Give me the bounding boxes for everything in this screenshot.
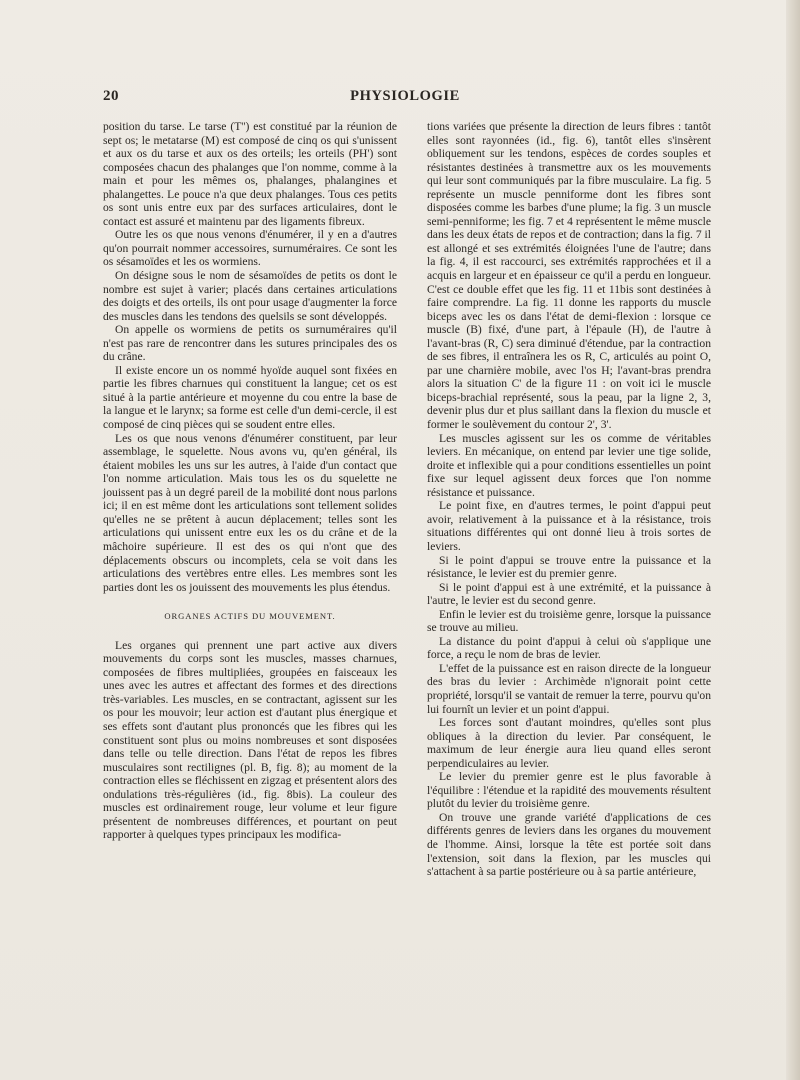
paragraph: Le levier du premier genre est le plus favorable à l'équilibre : l'étendue et la rapidité des mouvements résultent plutôt du levier du troisième genre. [427,770,711,811]
paragraph: L'effet de la puissance est en raison directe de la longueur des bras du levier : Archimède n'ignorait point cette propriété, lorsqu'il se vantait de remuer la terre, pourvu qu'on lui fournît un levier et un point d'appui. [427,661,711,716]
paragraph: On appelle os wormiens de petits os surnuméraires qu'il n'est pas rare de rencontrer dans les sutures principales des os du crâne. [103,323,397,364]
page-edge [786,0,800,1080]
paragraph: Outre les os que nous venons d'énumérer, il y en a d'autres qu'on pourrait nommer accessoires, surnuméraires. Ce sont les os sésamoïdes et les os wormiens. [103,228,397,269]
paragraph: Enfin le levier est du troisième genre, lorsque la puissance se trouve au milieu. [427,607,711,635]
paragraph: On trouve une grande variété d'applications de ces différents genres de leviers dans les organes du mouvement de l'homme. Ainsi, lorsque la tête est portée soit dans l'extension, soit dans la flexion, par les muscles qui s'attachent à sa partie postérieure ou à sa partie antérieure, [427,810,711,879]
paragraph: Si le point d'appui est à une extrémité, et la puissance à l'autre, le levier est du second genre. [427,580,711,608]
paragraph: Les organes qui prennent une part active aux divers mouvements du corps sont les muscles, masses charnues, composées de fibres multipliées, groupées en faisceaux les unes avec les autres et affectant des formes et des directions très-variables. Les muscles, en se contractant, agissent sur les os pour les mouvoir; leur action est d'autant plus énergique et ses effets sont d'autant plus prononcés que les fibres qui les constituent sont plus ou moins nombreuses et sont disposées dans telle ou telle direction. Dans l'état de repos les fibres musculaires sont rectilignes (pl. B, fig. 8); au moment de la contraction elles se fléchissent en zigzag et présentent alors des ondulations très-régulières (id., fig. 8bis). La couleur des muscles est ordinairement rouge, leur volume et leur figure présentent de nombreuses différences, et pourtant on peut rapporter à quelques types principaux les modifica- [103,638,397,842]
running-head: PHYSIOLOGIE [350,88,460,104]
paragraph: tions variées que présente la direction de leurs fibres : tantôt elles sont rayonnées (id., fig. 6), tantôt elles s'insèrent obliquement sur les tendons, espèces de cordes souples et résistantes destinées à transmettre aux os les mouvements qui leur sont communiqués par la fibre musculaire. La fig. 5 représente un muscle penniforme dont les fibres sont disposées comme les barbes d'une plume; la fig. 3 un muscle semi-penniforme; les fig. 7 et 4 représentent le même muscle dans les deux états de repos et de contraction; dans la fig. 7 il est allongé et ses extrémités éloignées l'une de l'autre; dans la fig. 4, il est raccourci, ses extrémités rapprochées et il a acquis en largeur et en épaisseur ce qu'il a perdu en longueur. C'est ce double effet que les fig. 11 et 11bis sont destinées à faire comprendre. La fig. 11 donne les rapports du muscle biceps avec les os dans l'état de demi-flexion : lorsque ce muscle (B) fixé, d'une part, à l'épaule (H), de l'autre à l'avant-bras (R, C) sera diminué d'étendue, par la contraction de ses fibres, il entraînera les os R, C, articulés au point O, par une charnière mobile, avec l'os H; l'avant-bras prendra alors la situation C' de la figure 11 : on voit ici le muscle biceps-brachial représenté, sous la peau, par la ligne 2, 3, devenir plus dur et plus saillant dans la flexion du muscle et former le soulèvement du contour 2', 3'. [427,120,711,432]
paragraph: On désigne sous le nom de sésamoïdes de petits os dont le nombre est sujet à varier; placés dans certaines articulations des doigts et des orteils, ils ont pour usage d'augmenter la force des muscles dans les tendons des quelsils se sont développés. [103,269,397,323]
page-header [103,88,707,108]
right-column [427,120,711,879]
section-title: ORGANES ACTIFS DU MOUVEMENT. [164,611,336,622]
left-column [103,120,397,842]
paragraph: Il existe encore un os nommé hyoïde auquel sont fixées en partie les fibres charnues qui constituent la langue; cet os est situé à la partie antérieure et moyenne du cou entre la base de la langue et le larynx; sa forme est celle d'un demi-cercle, il est composé de cinq pièces qui se soudent entre elles. [103,363,397,432]
paragraph: Si le point d'appui se trouve entre la puissance et la résistance, le levier est du premier genre. [427,553,711,581]
paragraph: Les os que nous venons d'énumérer constituent, par leur assemblage, le squelette. Nous avons vu, qu'en général, ils étaient mobiles les uns sur les autres, à l'aide d'un contact que l'on nomme articulation. Mais tous les os du squelette ne jouissent pas à un degré pareil de la mobilité dont nous parlons ici; il en est même dont les articulations sont tellement solides qu'elles ne se prêtent à aucun déplacement; telles sont les articulations qui unissent entre eux les os du crâne et de la mâchoire supérieure. Il est des os qui n'ont que des déplacements obscurs ou incomplets, cela se voit dans les articulations des vertèbres entre elles. Les membres sont les parties dont les os jouissent des mouvements les plus étendus. [103,431,397,594]
paragraph: La distance du point d'appui à celui où s'applique une force, a reçu le nom de bras de levier. [427,634,711,662]
paragraph: position du tarse. Le tarse (T'') est constitué par la réunion de sept os; le metatarse (M) est composé de cinq os qui s'unissent et aux os du tarse et aux os des orteils; les orteils (PH') sont composées chacun des phalanges que l'on nomme, comme à la main et pour les mêmes os, phalanges, phalangines et phalangettes. Le pouce n'a que deux phalanges. Tous ces petits os sont unis entre eux par des surfaces articulaires, dont le contact est assuré et maintenu par des ligaments fibreux. [103,120,397,228]
paragraph: Le point fixe, en d'autres termes, le point d'appui peut avoir, relativement à la puissance et à la résistance, trois situations différentes qui ont donné lieu à trois sortes de leviers. [427,499,711,553]
paragraph: Les forces sont d'autant moindres, qu'elles sont plus obliques à la direction du levier. Par conséquent, le maximum de leur énergie aura lieu quand elles seront perpendiculaires au levier. [427,716,711,770]
page-number: 20 [103,88,119,104]
paragraph: Les muscles agissent sur les os comme de véritables leviers. En mécanique, on entend par levier une tige solide, droite et inflexible qui a pour conditions essentielles un point fixe sur lequel agissent deux forces que l'on nomme résistance et puissance. [427,431,711,499]
